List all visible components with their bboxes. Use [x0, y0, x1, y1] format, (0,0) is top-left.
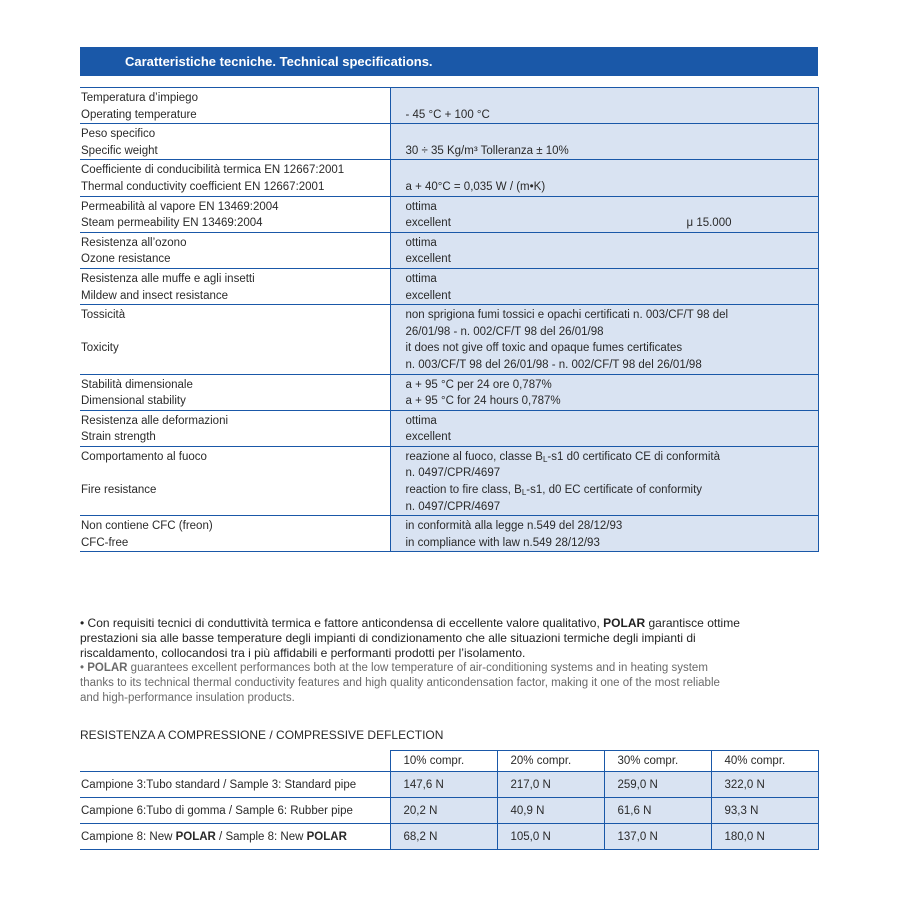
column-header: 30% compr.	[604, 751, 711, 772]
spec-label-en: Specific weight	[81, 144, 158, 157]
spec-value-it: in conformità alla legge n.549 del 28/12/93	[405, 520, 623, 533]
fire-value-en: reaction to fire class, $B_L-s1$, d0 EC certificate of conformity	[405, 484, 703, 498]
spec-row-mildew-resistance	[80, 268, 818, 304]
note-italian: • Con requisiti tecnici di conduttività termica e fattore anticondensa di eccellente valore qualitativo, POLAR garantisce ottime prestazioni sia alle basse temperature degli impianti di condizionamento che alle situazioni termiche degli impianti di riscaldamento, collocandosi tra i più affidabili e performanti prodotti per l’isolamento.	[80, 616, 740, 660]
cell-value: 137,0 N	[604, 824, 711, 850]
spec-value-en: a + 95 °C for 24 hours 0,787%	[405, 395, 561, 408]
section-header	[80, 47, 818, 76]
spec-label-it: Resistenza alle muffe e agli insetti	[81, 272, 255, 285]
spec-value-it: ottima	[405, 272, 437, 285]
spec-value-en: excellent	[405, 431, 451, 444]
fire-value-it: reazione al fuoco, classe $B_L-s1$ d0 certificato CE di conformità	[405, 450, 720, 464]
spec-label-en: Toxicity	[81, 342, 119, 355]
row-label: Campione 8: New POLAR / Sample 8: New POLAR	[80, 824, 390, 850]
spec-row-fire-resistance	[80, 446, 818, 515]
compression-title: RESISTENZA A COMPRESSIONE / COMPRESSIVE DEFLECTION	[80, 728, 444, 742]
spec-value-line: non sprigiona fumi tossici e opachi certificati n. 003/CF/T 98 del	[405, 309, 729, 322]
row-label: Campione 3:Tubo standard / Sample 3: Standard pipe	[80, 772, 390, 798]
spec-row-operating-temperature	[80, 88, 818, 124]
cell-value: 40,9 N	[497, 798, 604, 824]
spec-row-cfc-free	[80, 516, 818, 552]
spec-row-steam-permeability	[80, 196, 818, 232]
column-header: 20% compr.	[497, 751, 604, 772]
spec-value: - 45 °C + 100 °C	[405, 108, 490, 121]
spec-row-dimensional-stability	[80, 374, 818, 410]
spec-value-line: n. 003/CF/T 98 del 26/01/98 - n. 002/CF/T 98 del 26/01/98	[405, 358, 702, 371]
spec-value-en: excellent	[405, 253, 451, 266]
compression-row	[80, 798, 818, 824]
spec-label-en: Thermal conductivity coefficient EN 12667:2001	[81, 180, 325, 193]
spec-label-en: Operating temperature	[81, 108, 197, 121]
spec-row-specific-weight	[80, 124, 818, 160]
note-english: • POLAR guarantees excellent performances both at the low temperature of air-conditioning systems and in heating system thanks to its technical thermal conductivity features and high quality anticondensation factor, making it one of the most reliable and high-performance insulation products.	[80, 662, 720, 704]
spec-label-it: Peso specifico	[81, 128, 156, 141]
brand-name: POLAR	[603, 616, 646, 630]
spec-label-en: Mildew and insect resistance	[81, 289, 229, 302]
spec-value: a + 40°C = 0,035 W / (m•K)	[405, 180, 546, 193]
column-header: 10% compr.	[390, 751, 497, 772]
compression-row	[80, 824, 818, 850]
spec-label-it: Resistenza all’ozono	[81, 236, 187, 249]
spec-value-it: ottima	[405, 200, 437, 213]
spec-value-it: a + 95 °C per 24 ore 0,787%	[405, 378, 552, 391]
spec-label-it: Temperatura d’impiego	[81, 92, 198, 104]
spec-row-ozone-resistance	[80, 232, 818, 268]
compression-header-row	[80, 751, 818, 772]
spec-row-strain-strength	[80, 410, 818, 446]
spec-label-it: Resistenza alle deformazioni	[81, 414, 229, 427]
cell-value: 259,0 N	[604, 772, 711, 798]
spec-label-it: Tossicità	[81, 309, 126, 322]
column-header: 40% compr.	[711, 751, 818, 772]
spec-label-en: Dimensional stability	[81, 395, 186, 408]
spec-value-en: excellent	[405, 289, 451, 302]
spec-label-it: Permeabilità al vapore EN 13469:2004	[81, 200, 279, 213]
spec-label-en: Ozone resistance	[81, 253, 171, 266]
section-title: Caratteristiche tecniche. Technical specifications.	[125, 54, 433, 69]
spec-value-it: ottima	[405, 236, 437, 249]
spec-label-it: Stabilità dimensionale	[81, 378, 193, 391]
spec-label-en: Strain strength	[81, 431, 156, 444]
technical-specifications-table	[80, 87, 819, 552]
fire-cert-en: n. 0497/CPR/4697	[405, 500, 501, 513]
spec-label-en: Steam permeability EN 13469:2004	[81, 217, 263, 230]
spec-value-mu: μ 15.000	[686, 217, 732, 230]
brand-name: POLAR	[87, 662, 128, 674]
spec-value-en: excellent	[405, 217, 451, 230]
cell-value: 180,0 N	[711, 824, 818, 850]
cell-value: 217,0 N	[497, 772, 604, 798]
spec-label-it: Coefficiente di conducibilità termica EN 12667:2001	[81, 164, 345, 177]
spec-value: 30 ÷ 35 Kg/m³ Tolleranza ± 10%	[405, 144, 569, 157]
cell-value: 322,0 N	[711, 772, 818, 798]
spec-value-it: ottima	[405, 414, 437, 427]
spec-row-thermal-conductivity	[80, 160, 818, 196]
cell-value: 61,6 N	[604, 798, 711, 824]
compression-row	[80, 772, 818, 798]
spec-value-line: 26/01/98 - n. 002/CF/T 98 del 26/01/98	[405, 325, 604, 338]
spec-label-it: Non contiene CFC (freon)	[81, 520, 213, 533]
spec-label-en: CFC-free	[81, 536, 129, 549]
spec-label-en: Fire resistance	[81, 484, 157, 497]
spec-value-en: in compliance with law n.549 28/12/93	[405, 536, 600, 549]
cell-value: 147,6 N	[390, 772, 497, 798]
spec-value-line: it does not give off toxic and opaque fumes certificates	[405, 342, 683, 355]
row-label: Campione 6:Tubo di gomma / Sample 6: Rubber pipe	[80, 798, 390, 824]
cell-value: 105,0 N	[497, 824, 604, 850]
compressive-deflection-table	[80, 750, 819, 850]
cell-value: 20,2 N	[390, 798, 497, 824]
spec-label-it: Comportamento al fuoco	[81, 450, 207, 463]
fire-cert-it: n. 0497/CPR/4697	[405, 467, 501, 480]
spec-row-toxicity	[80, 305, 818, 374]
cell-value: 68,2 N	[390, 824, 497, 850]
cell-value: 93,3 N	[711, 798, 818, 824]
